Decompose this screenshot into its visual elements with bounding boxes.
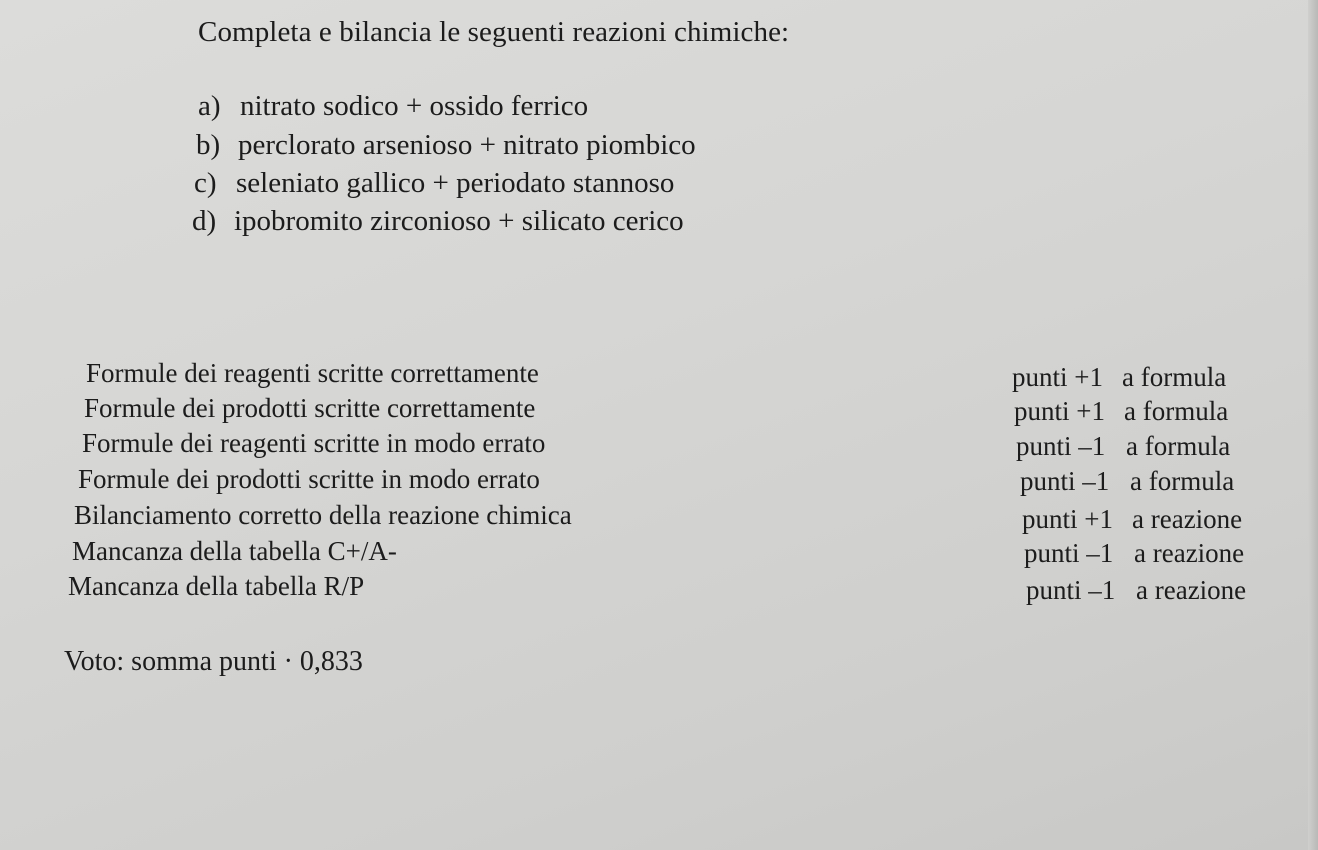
rule-unit: a reazione [1134,538,1245,568]
exercise-title: Completa e bilancia le seguenti reazioni chimiche: [198,16,790,48]
rule-score [1022,504,1242,535]
rule-points: punti –1 [1016,431,1106,461]
rule-criterion: Formule dei reagenti scritte correttamente [86,358,539,388]
rule-score [1024,538,1244,569]
rule-points: punti +1 [1022,504,1113,534]
rule-criterion: Formule dei reagenti scritte in modo errato [82,428,546,458]
rule-unit: a reazione [1136,575,1247,605]
reaction-text: seleniato gallico + periodato stannoso [236,167,675,199]
reaction-text: ipobromito zirconioso + silicato cerico [234,205,684,237]
rule-points: punti +1 [1012,362,1103,392]
rule-criterion: Formule dei prodotti scritte in modo errato [78,464,540,494]
reaction-a [198,90,588,123]
reaction-letter: a) [198,90,221,122]
rule-points: punti –1 [1020,466,1110,496]
rule-criterion: Formule dei prodotti scritte correttamente [84,393,536,423]
rule-score [1020,466,1234,497]
page-edge [1308,0,1318,850]
rule-unit: a formula [1122,362,1227,392]
rule-points: punti –1 [1024,538,1114,568]
rule-unit: a reazione [1132,504,1243,534]
reaction-text: perclorato arsenioso + nitrato piombico [238,129,696,161]
rule-unit: a formula [1124,396,1229,426]
rule-unit: a formula [1126,431,1231,461]
reaction-letter: c) [194,167,217,199]
rule-points: punti –1 [1026,575,1116,605]
reaction-c [194,167,674,200]
rule-score [1026,575,1246,606]
rule-score [1012,362,1226,393]
reaction-text: nitrato sodico + ossido ferrico [240,90,589,122]
grade-formula: Voto: somma punti · 0,833 [64,646,363,677]
reaction-letter: b) [196,129,221,161]
reaction-letter: d) [192,205,217,237]
reaction-d [192,205,684,238]
reaction-b [196,129,696,162]
rule-unit: a formula [1130,466,1235,496]
rule-criterion: Mancanza della tabella C+/A- [72,536,397,566]
rule-score [1016,431,1230,462]
rule-criterion: Bilanciamento corretto della reazione chimica [74,500,572,530]
rule-criterion: Mancanza della tabella R/P [68,571,365,601]
rule-score [1014,396,1228,427]
rule-points: punti +1 [1014,396,1105,426]
